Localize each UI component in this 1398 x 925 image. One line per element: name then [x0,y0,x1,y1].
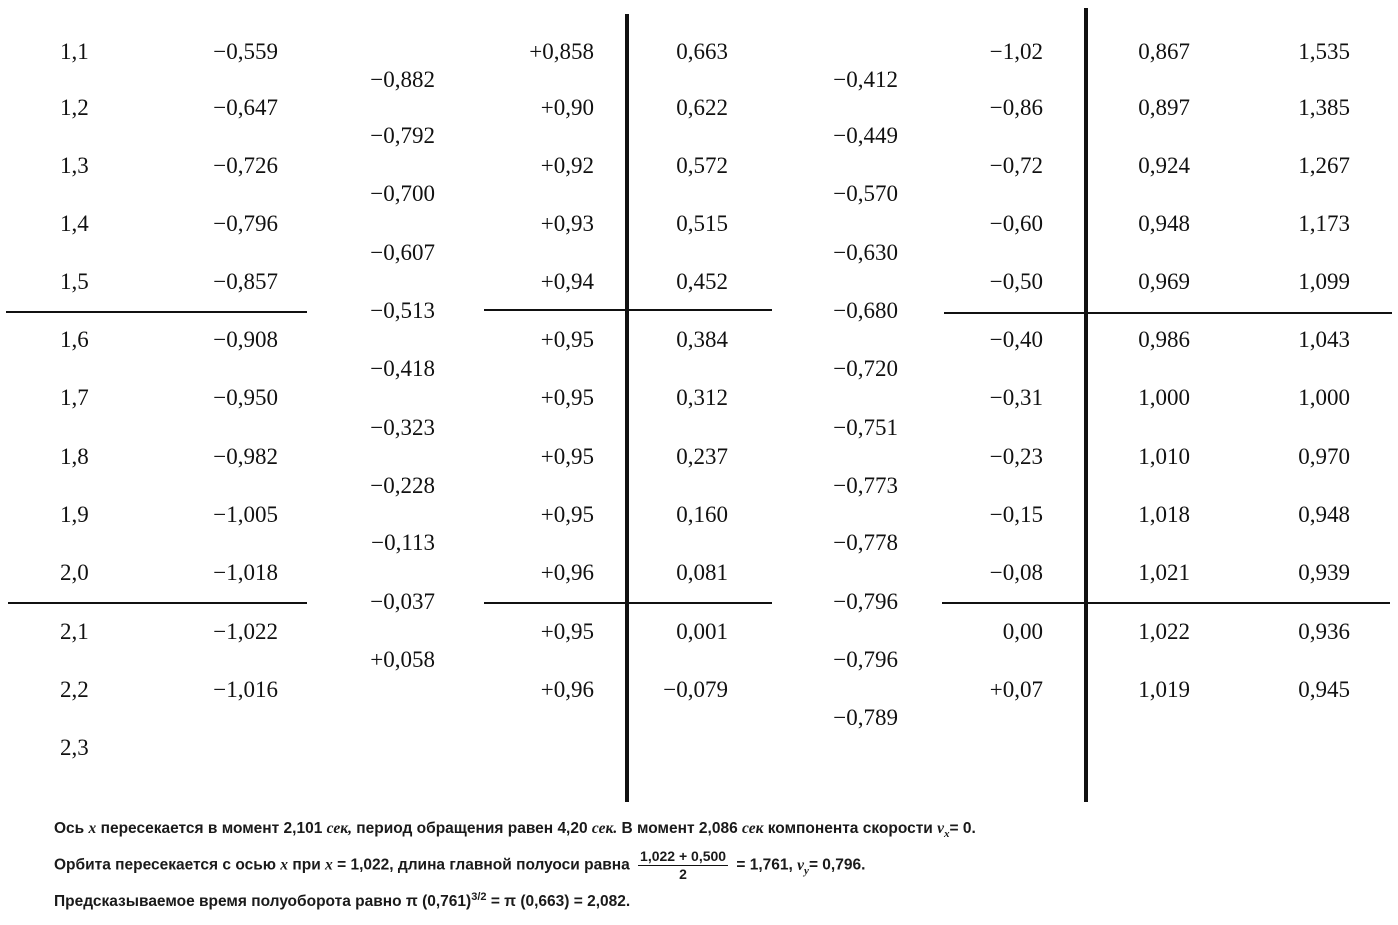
difference-cell-col3: −0,607 [370,240,435,265]
value-cell-col8: 1,022 [1138,619,1190,644]
value-cell-col5: 0,622 [676,95,728,120]
difference-cell-col6: −0,796 [833,589,898,614]
value-cell-col8: 0,867 [1138,39,1190,64]
time-cell: 1,5 [60,269,89,294]
note-text: Ось [54,820,85,837]
difference-cell-col3: −0,700 [370,181,435,206]
value-cell-col7: −0,40 [989,327,1043,352]
value-cell-col7: −0,15 [989,502,1043,527]
note-text: В момент 2,086 [621,820,738,837]
difference-cell-col3: −0,228 [370,473,435,498]
value-cell-col9: 0,945 [1298,677,1350,702]
difference-cell-col3: +0,058 [370,647,435,672]
value-cell-col2: −0,559 [213,39,278,64]
note-variable: x [88,820,97,837]
value-cell-col9: 1,000 [1298,385,1350,410]
value-cell-col4: +0,95 [540,444,594,469]
value-cell-col4: +0,90 [540,95,594,120]
time-cell: 1,7 [60,385,89,410]
value-cell-col5: 0,312 [676,385,728,410]
note-variable [797,856,809,877]
time-cell: 2,1 [60,619,89,644]
value-cell-col4: +0,95 [540,619,594,644]
value-cell-col5: 0,384 [676,327,728,352]
difference-cell-col3: −0,113 [371,530,435,555]
value-cell-col5: 0,001 [676,619,728,644]
value-cell-col7: 0,00 [1002,619,1043,644]
value-cell-col9: 0,936 [1298,619,1350,644]
value-cell-col5: 0,572 [676,153,728,178]
note-text: компонента скорости [767,820,933,837]
time-cell: 2,0 [60,560,89,585]
note-unit: сек [742,820,764,837]
velocity-subscript: y [804,864,809,877]
note-line-1 [54,820,976,840]
value-cell-col2: −0,647 [213,95,278,120]
value-cell-col5: 0,081 [676,560,728,585]
value-cell-col7: −0,72 [989,153,1043,178]
semi-axis-fraction [638,848,728,883]
value-cell-col7: −0,50 [989,269,1043,294]
value-cell-col4: +0,858 [529,39,594,64]
difference-cell-col6: −0,449 [833,123,898,148]
difference-cell-col6: −0,570 [833,181,898,206]
value-cell-col2: −1,018 [213,560,278,585]
difference-cell-col6: −0,778 [833,530,898,555]
value-cell-col7: −0,23 [989,444,1043,469]
divider-row-1 [6,311,307,313]
divider-row-1 [944,312,1392,314]
difference-cell-col6: −0,773 [833,473,898,498]
divider-row-2 [942,602,1390,604]
value-cell-col9: 1,535 [1298,39,1350,64]
value-cell-col4: +0,93 [540,211,594,236]
note-variable: x [325,856,333,874]
velocity-symbol: v [937,820,945,837]
exponent-denominator: /2 [477,891,487,903]
time-cell: 1,1 [60,39,89,64]
value-cell-col2: −1,022 [213,619,278,644]
value-cell-col8: 0,969 [1138,269,1190,294]
value-cell-col4: +0,95 [540,502,594,527]
difference-cell-col6: −0,751 [833,415,898,440]
difference-cell-col6: −0,796 [833,647,898,672]
difference-cell-col3: −0,513 [370,298,435,323]
value-cell-col5: 0,237 [676,444,728,469]
note-text: при [292,856,321,874]
value-cell-col2: −0,982 [213,444,278,469]
time-cell: 1,8 [60,444,89,469]
value-cell-col8: 1,021 [1138,560,1190,585]
value-cell-col5: 0,663 [676,39,728,64]
value-cell-col2: −0,908 [213,327,278,352]
value-cell-col9: 0,939 [1298,560,1350,585]
value-cell-col8: 1,018 [1138,502,1190,527]
value-cell-col9: 1,043 [1298,327,1350,352]
time-cell: 1,3 [60,153,89,178]
value-cell-col4: +0,95 [540,327,594,352]
note-text: Орбита пересекается с осью [54,856,276,874]
difference-cell-col3: −0,792 [370,123,435,148]
value-cell-col9: 0,948 [1298,502,1350,527]
value-cell-col7: −0,60 [989,211,1043,236]
difference-cell-col6: −0,720 [833,356,898,381]
time-cell: 1,2 [60,95,89,120]
value-cell-col9: 1,173 [1298,211,1350,236]
value-cell-col7: +0,07 [989,677,1043,702]
value-cell-col9: 1,267 [1298,153,1350,178]
value-cell-col9: 0,970 [1298,444,1350,469]
value-cell-col9: 1,099 [1298,269,1350,294]
note-text: Предсказываемое время полуоборота равно π (0,761) [54,893,472,911]
value-cell-col8: 0,948 [1138,211,1190,236]
value-cell-col8: 1,019 [1138,677,1190,702]
value-cell-col4: +0,92 [540,153,594,178]
value-cell-col5: −0,079 [663,677,728,702]
value-cell-col2: −1,016 [213,677,278,702]
value-cell-col9: 1,385 [1298,95,1350,120]
note-text: = 0. [949,820,976,837]
value-cell-col8: 1,010 [1138,444,1190,469]
difference-cell-col6: −0,680 [833,298,898,323]
value-cell-col4: +0,94 [540,269,594,294]
value-cell-col4: +0,96 [540,677,594,702]
fraction-denominator: 2 [679,866,687,882]
value-cell-col5: 0,160 [676,502,728,527]
velocity-symbol: v [797,856,805,874]
difference-cell-col3: −0,882 [370,67,435,92]
time-cell: 1,9 [60,502,89,527]
note-text: = 0,796. [808,856,866,874]
value-cell-col7: −0,31 [989,385,1043,410]
value-cell-col2: −0,796 [213,211,278,236]
column-separator-1 [625,14,629,802]
note-unit: сек, [326,820,352,837]
fraction-numerator: 1,022 + 0,500 [640,848,727,864]
time-cell: 1,6 [60,327,89,352]
exponent [471,891,486,903]
value-cell-col5: 0,452 [676,269,728,294]
value-cell-col7: −0,08 [989,560,1043,585]
value-cell-col7: −1,02 [989,39,1043,64]
value-cell-col2: −0,857 [213,269,278,294]
value-cell-col8: 0,897 [1138,95,1190,120]
value-cell-col2: −1,005 [213,502,278,527]
difference-cell-col3: −0,037 [370,589,435,614]
velocity-subscript: x [944,828,950,841]
note-variable: x [280,856,289,874]
time-cell: 1,4 [60,211,89,236]
value-cell-col2: −0,950 [213,385,278,410]
value-cell-col8: 1,000 [1138,385,1190,410]
difference-cell-col6: −0,412 [833,67,898,92]
divider-row-2 [8,602,307,604]
difference-cell-col3: −0,323 [370,415,435,440]
note-line-2 [54,848,865,883]
time-cell: 2,3 [60,735,89,760]
value-cell-col5: 0,515 [676,211,728,236]
difference-cell-col3: −0,418 [370,356,435,381]
note-unit: сек. [591,820,618,837]
difference-cell-col6: −0,630 [833,240,898,265]
difference-cell-col6: −0,789 [833,705,898,730]
note-text: = π (0,663) = 2,082. [490,893,631,911]
time-cell: 2,2 [60,677,89,702]
value-cell-col4: +0,96 [540,560,594,585]
note-text: = 1,022, длина главной полуоси равна [337,856,630,874]
value-cell-col4: +0,95 [540,385,594,410]
value-cell-col2: −0,726 [213,153,278,178]
note-text: пересекается в момент 2,101 [100,820,323,837]
note-text: период обращения равен 4,20 [356,820,588,837]
value-cell-col8: 0,924 [1138,153,1190,178]
value-cell-col8: 0,986 [1138,327,1190,352]
exponent-numerator: 3 [471,891,478,903]
note-line-3 [54,891,630,911]
column-separator-2 [1084,8,1088,802]
note-text: = 1,761, [736,856,793,874]
value-cell-col7: −0,86 [989,95,1043,120]
note-variable [937,820,950,841]
